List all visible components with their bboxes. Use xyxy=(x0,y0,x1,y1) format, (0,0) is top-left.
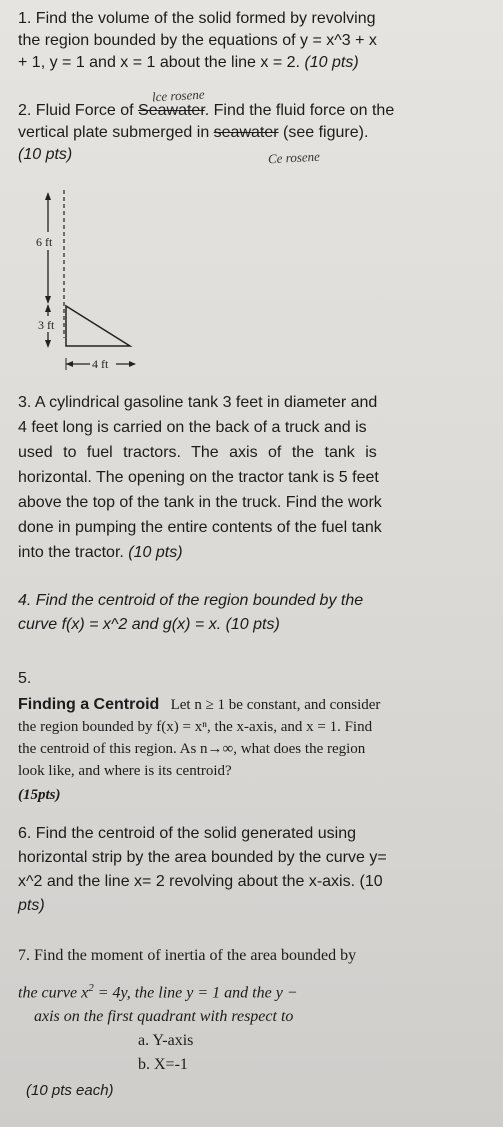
q5-points: (15pts) xyxy=(18,787,61,803)
q3-line-7-text: into the tractor. xyxy=(18,544,129,561)
q7-line-1: 7. Find the moment of inertia of the area bounded by xyxy=(18,947,357,964)
q2-handwritten-note-1: lce rosene xyxy=(151,86,205,105)
q6-line-2: horizontal strip by the area bounded by the curve y= xyxy=(18,849,387,866)
q4-line-1: 4. Find the centroid of the region bounded by the xyxy=(18,592,364,609)
q5-line-4: look like, and where is its centroid? xyxy=(18,763,232,779)
label-6ft: 6 ft xyxy=(36,235,53,249)
q7-line-2-start: the curve x xyxy=(18,984,89,1002)
q5-line-3: the centroid of this region. As n→∞, what does the region xyxy=(18,741,366,757)
label-4ft: 4 ft xyxy=(92,357,109,371)
height-arrowhead-up xyxy=(45,304,51,312)
question-7 xyxy=(18,944,490,1103)
q2-strikethrough-word-1: Seawater xyxy=(138,102,205,119)
question-5 xyxy=(18,668,490,806)
q5-line-1 xyxy=(18,694,490,716)
question-1 xyxy=(18,8,490,74)
q7-part-b: b. X=-1 xyxy=(138,1056,188,1074)
triangular-plate xyxy=(66,306,130,346)
q7-exponent: 2 xyxy=(88,982,94,994)
q5-heading: Finding a Centroid xyxy=(18,696,160,713)
q2-points: (10 pts) xyxy=(18,146,73,163)
question-2 xyxy=(18,100,490,166)
depth-arrowhead-up xyxy=(45,192,51,200)
submerged-plate-figure xyxy=(28,188,168,383)
label-3ft: 3 ft xyxy=(38,318,55,332)
q7-part-a: a. Y-axis xyxy=(138,1032,194,1050)
q3-line-4: horizontal. The opening on the tractor tank is 5 feet xyxy=(18,469,379,486)
q3-line-5: above the top of the tank in the truck. Find the work xyxy=(18,494,382,511)
q2-handwritten-note-2: Ce rosene xyxy=(267,148,321,167)
q2-line-2-end: (see figure). xyxy=(278,124,369,141)
q5-line-2: the region bounded by f(x) = xⁿ, the x-axis, and x = 1. Find xyxy=(18,719,373,735)
q7-line-2-end: = 4y, the line y = 1 and the y − xyxy=(93,984,298,1002)
q7-points: (10 pts each) xyxy=(26,1082,114,1100)
q3-line-3: used to fuel tractors. The axis of the tank is xyxy=(18,444,377,461)
q3-line-1: 3. A cylindrical gasoline tank 3 feet in diameter and xyxy=(18,394,378,411)
q2-line-2-start: vertical plate submerged in xyxy=(18,124,214,141)
q2-line-2 xyxy=(18,122,490,144)
q1-line-1: 1. Find the volume of the solid formed by revolving xyxy=(18,10,376,27)
q6-line-3: x^2 and the line x= 2 revolving about the x-axis. (10 xyxy=(18,873,383,890)
q2-strikethrough-word-2: seawater xyxy=(213,124,279,141)
q6-line-1: 6. Find the centroid of the solid generated using xyxy=(18,825,356,842)
q4-line-2: curve f(x) = x^2 and g(x) = x. (10 pts) xyxy=(18,616,280,633)
q3-line-6: done in pumping the entire contents of the fuel tank xyxy=(18,519,382,536)
question-6 xyxy=(18,822,490,918)
q6-line-4: pts) xyxy=(18,897,45,914)
q1-line-2: the region bounded by the equations of y = x^3 + x xyxy=(18,32,377,49)
q3-line-2: 4 feet long is carried on the back of a truck and is xyxy=(18,419,367,436)
q7-line-2 xyxy=(18,976,490,1005)
q2-line-1-start: 2. Fluid Force of xyxy=(18,102,139,119)
q3-line-7 xyxy=(18,540,490,565)
q1-line-3 xyxy=(18,52,490,74)
question-3 xyxy=(18,390,490,565)
q5-number: 5. xyxy=(18,670,32,687)
q2-line-1 xyxy=(18,100,490,122)
height-arrowhead-down xyxy=(45,340,51,348)
q1-points: (10 pts) xyxy=(304,54,359,71)
q3-points: (10 pts) xyxy=(128,544,183,561)
q5-body xyxy=(18,694,490,806)
width-arrowhead-right xyxy=(129,361,136,367)
plate-diagram-svg xyxy=(28,188,168,378)
q5-line-1-text: Let n ≥ 1 be constant, and consider xyxy=(170,697,381,713)
question-4 xyxy=(18,589,490,637)
depth-arrowhead-down xyxy=(45,296,51,304)
width-arrowhead-left xyxy=(66,361,73,367)
q2-line-1-end: . Find the fluid force on the xyxy=(204,102,395,119)
q1-line-3-text: + 1, y = 1 and x = 1 about the line x = 2. xyxy=(18,54,300,71)
q7-line-3: axis on the first quadrant with respect to xyxy=(34,1008,294,1026)
